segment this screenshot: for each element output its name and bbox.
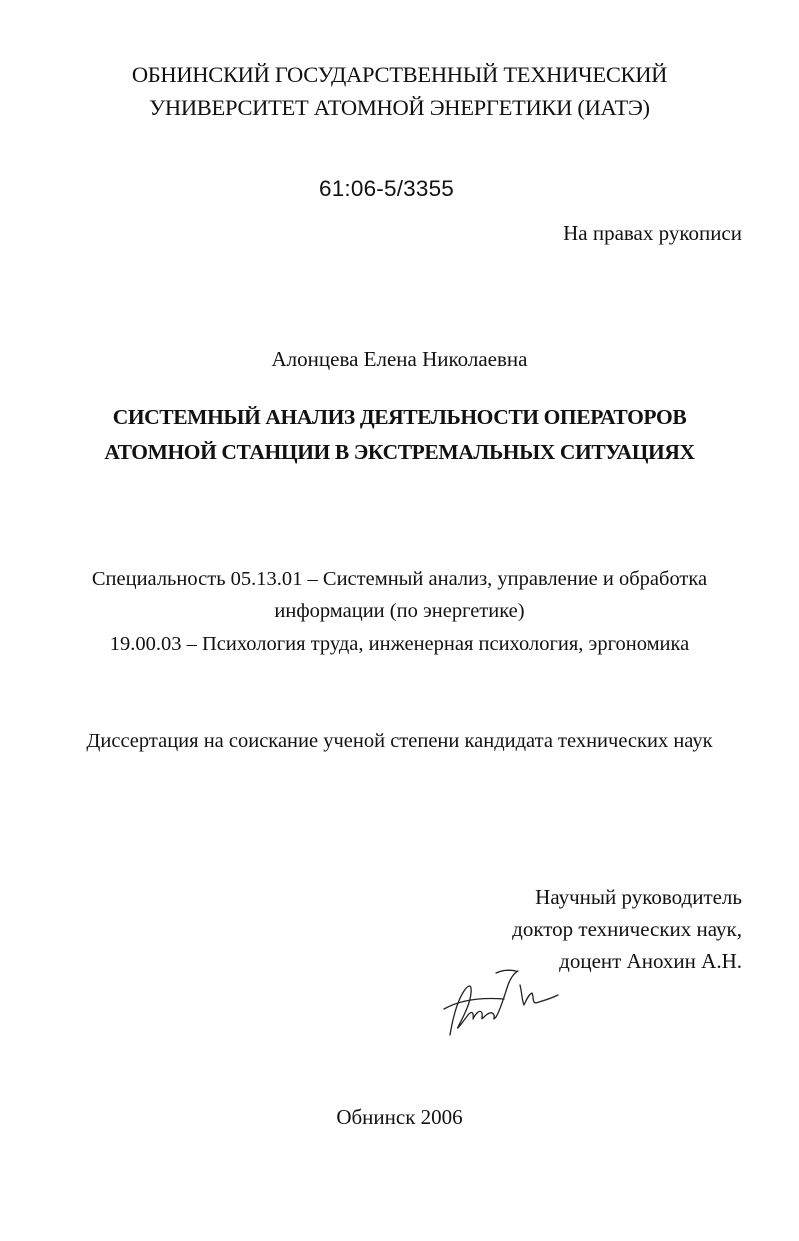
supervisor-degree: доктор технических наук, bbox=[512, 917, 742, 941]
manuscript-note: На правах рукописи bbox=[563, 221, 742, 245]
university-name-line1: ОБНИНСКИЙ ГОСУДАРСТВЕННЫЙ ТЕХНИЧЕСКИЙ bbox=[131, 62, 668, 87]
specialty-line2: информации (по энергетике) bbox=[274, 600, 525, 622]
author-name: Алонцева Елена Николаевна bbox=[271, 347, 528, 371]
supervisor-name: доцент Анохин А.Н. bbox=[559, 949, 742, 973]
specialty-line1: Специальность 05.13.01 – Системный анализ, управление и обработка bbox=[91, 568, 708, 590]
specialty-line3: 19.00.03 – Психология труда, инженерная психология, эргономика bbox=[109, 633, 690, 655]
catalog-code: 61:06-5/3355 bbox=[319, 176, 455, 201]
dissertation-title-line1: СИСТЕМНЫЙ АНАЛИЗ ДЕЯТЕЛЬНОСТИ ОПЕРАТОРОВ bbox=[112, 405, 687, 429]
degree-statement: Диссертация на соискание ученой степени кандидата технических наук bbox=[86, 730, 713, 752]
university-name-line2: УНИВЕРСИТЕТ АТОМНОЙ ЭНЕРГЕТИКИ (ИАТЭ) bbox=[149, 95, 650, 120]
supervisor-role: Научный руководитель bbox=[535, 885, 742, 909]
dissertation-title-line2: АТОМНОЙ СТАНЦИИ В ЭКСТРЕМАЛЬНЫХ СИТУАЦИЯХ bbox=[104, 440, 695, 464]
handwritten-signature bbox=[438, 963, 568, 1043]
city-year: Обнинск 2006 bbox=[336, 1105, 463, 1129]
